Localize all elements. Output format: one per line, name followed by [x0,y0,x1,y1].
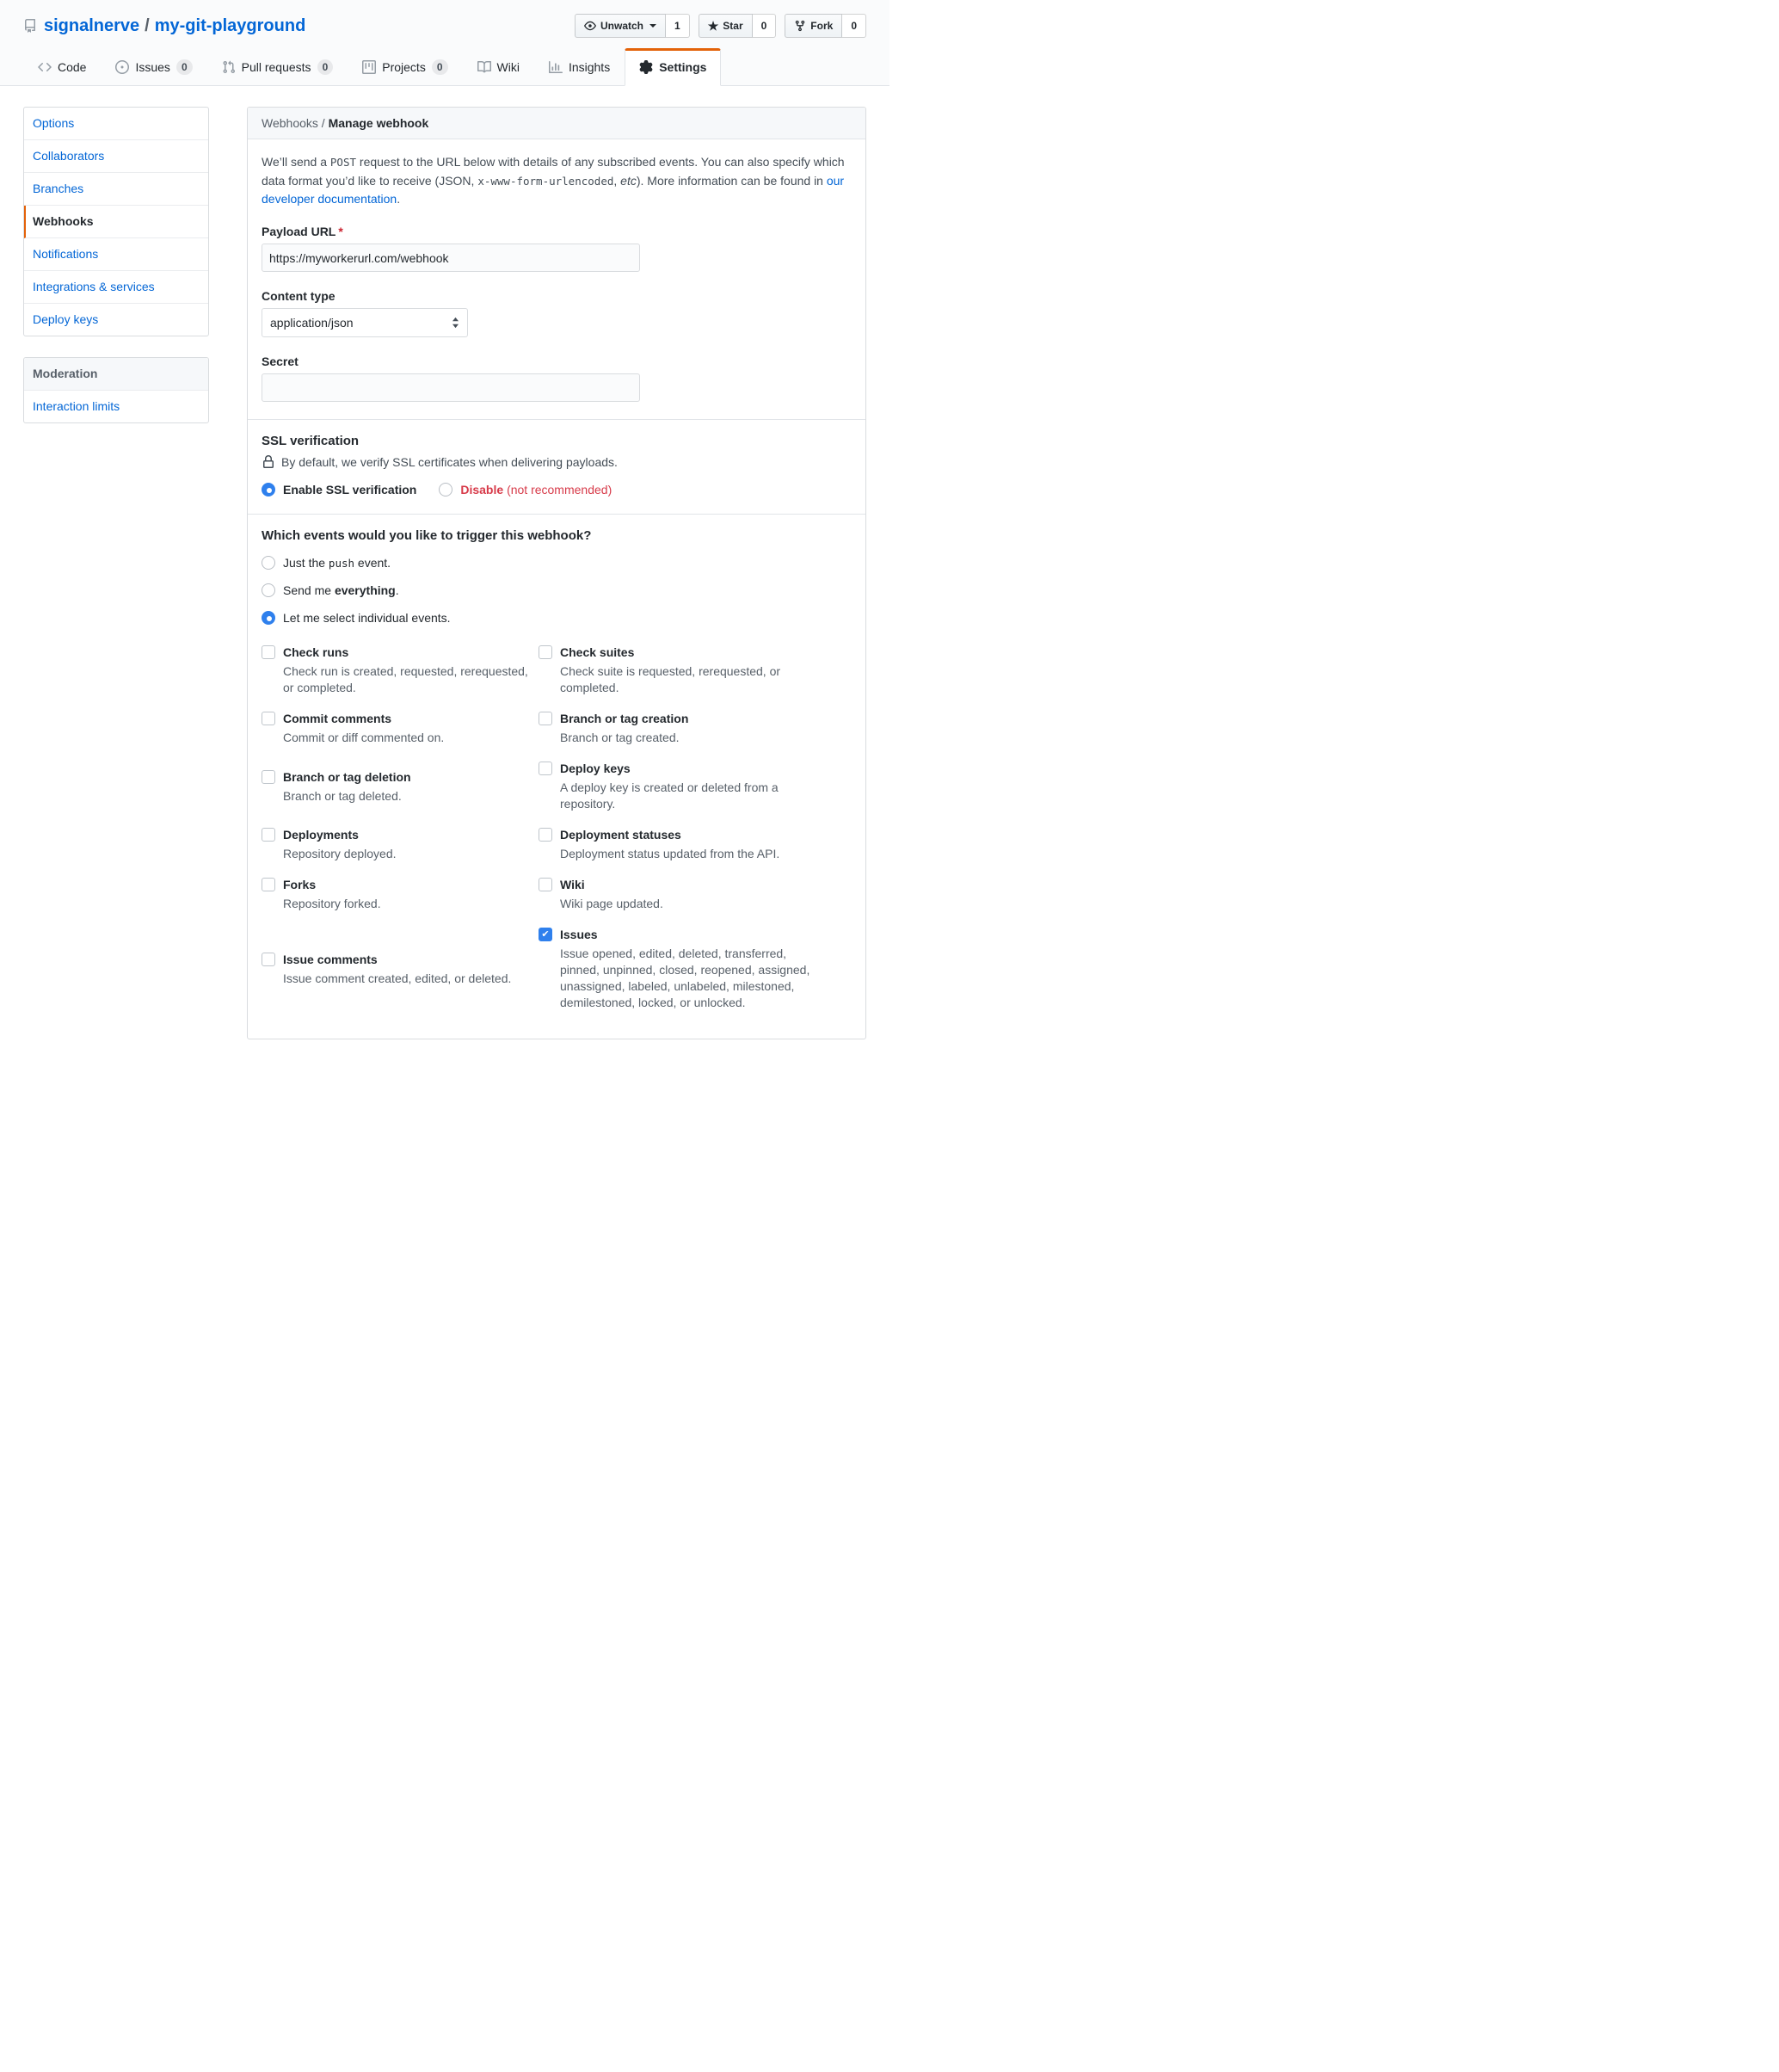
sidebar-item-notifications[interactable]: Notifications [24,238,208,271]
repo-name-link[interactable]: my-git-playground [154,15,306,35]
etc-text: etc [620,173,637,188]
tab-issues[interactable] [101,48,206,86]
event-desc: Branch or tag deleted. [283,788,402,803]
main-content [23,86,866,1039]
event-branch-tag-deletion[interactable] [262,768,539,805]
caret-down-icon [649,24,656,28]
enable-ssl-radio[interactable] [262,483,275,496]
repo-icon [23,19,37,33]
sidebar-item-interaction-limits[interactable]: Interaction limits [33,399,120,413]
tab-projects[interactable] [348,48,462,86]
content-type-label: Content type [262,289,335,304]
events-section [248,515,865,1039]
wiki-checkbox[interactable] [539,878,552,891]
unwatch-button[interactable] [575,14,666,38]
description-text: We’ll send a [262,155,330,169]
enable-ssl-label: Enable SSL verification [283,483,417,497]
sidebar-item-collaborators[interactable]: Collaborators [24,140,208,173]
forks-count[interactable]: 0 [842,14,866,38]
fork-icon [794,20,806,32]
repo-actions [575,14,866,38]
event-desc: A deploy key is created or deleted from a repository. [560,780,779,811]
breadcrumb [248,108,865,139]
check-runs-checkbox[interactable] [262,645,275,659]
event-title: Forks [283,878,317,892]
lock-icon [262,455,275,469]
ssl-heading: SSL verification [262,434,360,449]
event-deployment-statuses[interactable] [539,826,852,862]
ssl-note-text: By default, we verify SSL certificates when delivering payloads. [281,455,618,470]
settings-menu [23,107,209,336]
enable-ssl-option[interactable] [262,483,416,496]
urlencoded-code: x-www-form-urlencoded [477,174,614,188]
branch-tag-creation-checkbox[interactable] [539,712,552,725]
description-text: . [397,192,401,207]
required-asterisk: * [338,225,343,239]
repo-nav [23,48,866,86]
sidebar-item-branches[interactable]: Branches [24,173,208,206]
webhook-panel [247,107,866,1039]
event-forks[interactable] [262,876,539,912]
forks-checkbox[interactable] [262,878,275,891]
event-title: Deployments [283,828,359,842]
everything-radio[interactable] [262,583,275,597]
event-desc: Commit or diff commented on. [283,731,445,745]
event-issues[interactable] [539,926,852,1011]
description-text: ). More information can be found in [636,173,827,188]
push-code: push [328,557,355,570]
sidebar-item-integrations[interactable]: Integrations & services [24,271,208,304]
git-pull-request-icon [222,60,236,74]
check-suites-checkbox[interactable] [539,645,552,659]
tab-issues-label: Issues [135,60,170,74]
push-event-radio[interactable] [262,556,275,570]
deployments-checkbox[interactable] [262,828,275,842]
issues-counter: 0 [176,59,193,75]
tab-wiki[interactable] [463,48,534,86]
moderation-menu [23,357,209,423]
star-icon: ★ [707,19,719,33]
tab-settings-label: Settings [659,60,707,74]
event-title: Deploy keys [560,762,631,776]
event-desc: Issue comment created, edited, or deleted. [283,971,512,985]
sidebar-item-webhooks[interactable]: Webhooks [24,206,208,238]
fork-label: Fork [810,20,834,32]
check-icon: ✔ [541,928,550,940]
pulls-counter: 0 [317,59,334,75]
tab-pulls-label: Pull requests [241,60,311,74]
branch-tag-deletion-checkbox[interactable] [262,770,275,784]
disable-ssl-radio[interactable] [439,483,452,496]
payload-url-input[interactable] [262,244,640,272]
select-arrows-icon [452,317,459,329]
issue-comments-checkbox[interactable] [262,953,275,966]
event-commit-comments[interactable] [262,710,539,746]
event-desc: Wiki page updated. [560,897,663,911]
event-check-suites[interactable] [539,644,852,696]
event-desc: Repository deployed. [283,847,397,861]
content-type-select[interactable] [262,308,468,337]
repo-owner-link[interactable]: signalnerve [44,15,140,35]
event-title: Branch or tag deletion [283,769,411,784]
fork-button[interactable] [785,14,842,38]
tab-pull-requests[interactable] [207,48,348,86]
page-header [0,0,890,86]
event-desc: Deployment status updated from the API. [560,847,780,861]
description-text: , [613,173,621,188]
events-grid [262,644,852,1011]
event-check-runs[interactable] [262,644,539,696]
event-issue-comments[interactable] [262,951,539,987]
stargazers-count[interactable]: 0 [753,14,777,38]
disable-ssl-note: (not recommended) [507,483,612,497]
disable-ssl-option[interactable] [439,483,612,496]
moderation-heading: Moderation [24,358,208,391]
graph-icon [549,60,563,74]
event-desc: Issue opened, edited, deleted, transferred, pinned, unpinned, closed, reopened, assigned, unassigned, labeled, unlabeled, milestoned, demilestoned, locked, or unlocked. [560,947,810,1010]
push-event-option[interactable]: Just the push event. [262,556,852,570]
disable-ssl-label: Disable [460,483,504,497]
tab-insights-label: Insights [568,60,611,74]
gear-icon [639,60,653,74]
repo-title [23,16,305,36]
deployment-statuses-checkbox[interactable] [539,828,552,842]
event-desc: Branch or tag created. [560,731,680,745]
events-heading: Which events would you like to trigger this webhook? [262,528,592,544]
event-title: Commit comments [283,712,392,726]
ssl-section [248,420,865,514]
code-icon [38,60,52,74]
developer-docs-link[interactable]: our developer documentation [262,173,845,207]
secret-label: Secret [262,355,299,369]
event-title: Check suites [560,645,635,660]
event-title: Check runs [283,645,349,660]
breadcrumb-webhooks[interactable]: Webhooks [262,116,318,130]
event-wiki[interactable] [539,876,852,912]
everything-option[interactable]: Send me everything. [262,583,852,597]
commit-comments-checkbox[interactable] [262,712,275,725]
tab-wiki-label: Wiki [496,60,520,74]
event-deployments[interactable] [262,826,539,862]
unwatch-label: Unwatch [600,20,644,32]
event-title: Wiki [560,878,585,892]
event-desc: Check run is created, requested, rerequested, or completed. [283,664,528,695]
tab-insights[interactable] [534,48,625,86]
post-code: POST [329,156,357,169]
watchers-count[interactable]: 1 [666,14,690,38]
breadcrumb-current: Manage webhook [328,116,429,130]
event-title: Issue comments [283,952,378,966]
sidebar-item-options[interactable]: Options [24,108,208,140]
tab-code-label: Code [58,60,87,74]
deploy-keys-checkbox[interactable] [539,762,552,775]
breadcrumb-separator: / [317,116,329,130]
event-branch-tag-creation[interactable] [539,710,852,746]
webhook-form-section [248,139,865,419]
event-desc: Check suite is requested, rerequested, or completed. [560,664,781,695]
star-button[interactable] [699,14,753,38]
tab-code[interactable] [23,48,101,86]
book-icon [477,60,491,74]
repo-separator: / [145,15,150,35]
project-icon [362,60,376,74]
event-title: Deployment statuses [560,828,681,842]
star-label: Star [723,20,743,32]
individual-events-radio[interactable] [262,611,275,625]
event-title: Branch or tag creation [560,712,689,726]
individual-events-option[interactable]: Let me select individual events. [262,611,852,625]
webhook-description [262,153,852,209]
settings-sidebar [23,107,209,423]
issues-checkbox[interactable] [539,928,552,941]
secret-input[interactable] [262,373,640,402]
event-title: Issues [560,928,598,942]
content-type-value: application/json [270,316,354,330]
eye-icon [584,20,596,32]
tab-settings[interactable] [625,48,721,86]
tab-projects-label: Projects [382,60,426,74]
projects-counter: 0 [432,59,448,75]
description-text: request to the URL below with details of any subscribed events. You can also specify which data format you’d like to receive (JSON, [262,155,845,188]
payload-url-label: Payload URL * [262,225,343,239]
issue-opened-icon [115,60,129,74]
sidebar-item-deploy-keys[interactable]: Deploy keys [33,312,99,326]
event-deploy-keys[interactable] [539,760,852,812]
event-desc: Repository forked. [283,897,381,911]
